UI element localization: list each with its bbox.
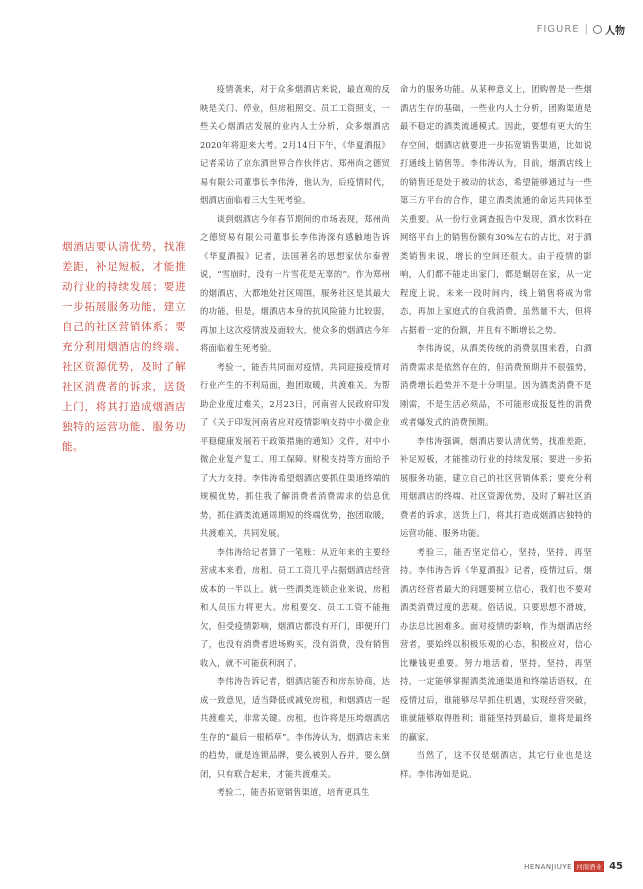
paragraph: 疫情袭来，对于众多烟酒店来说，最直观的反映是关门、停业，但房租照交、员工工资照支，一些关心烟酒店发展的业内人士分析，众多烟酒店2020年将迎来大考。2月14日下午，《华夏酒报》记者采访了京东酒世界合作伙伴店、郑州尚之德贸易有限公司董事长李伟涛，他认为，后疫情时代，烟酒店面临着三大生死考验。 <box>200 84 390 205</box>
circle-icon <box>593 25 602 34</box>
paragraph: 李伟涛强调，烟酒店要认清优势，找准差距，补足短板，才能推动行业的持续发展；要进一步拓展服务功能，建立自己的社区营销体系；要充分利用烟酒店的终端、社区资源优势，及时了解社区消费者的诉求，送货上门，将其打造成烟酒店独特的运营功能、服务功能。 <box>400 435 592 538</box>
paragraph: 考验三，能否坚定信心，坚持，坚持，再坚持。李伟涛告诉《华夏酒报》记者，疫情过后，烟酒店经营者最大的问题要树立信心，我们也不要对酒类消费过度的悲观。俗话说，只要思想不滑坡，办法总比困难多。面对疫情的影响，作为烟酒店经营者，要始终以积极乐观的心态，积极应对，信心比赚钱更重要。努力地活着，坚持，坚持，再坚持，一定能够掌握酒类流通渠道和终端话语权，在疫情过后，谁能够尽早抓住机遇，实现经营突破，谁就能够取得胜利；谁能坚持到最后，谁将是最终的赢家。 <box>400 546 592 742</box>
pull-quote: 烟酒店要认清优势，找准差距，补足短板，才能推动行业的持续发展；要进一步拓展服务功能，建立自己的社区营销体系；要充分利用烟酒店的终端、社区资源优势，及时了解社区消费者的诉求，送货上门，将其打造成烟酒店独特的运营功能、服务功能。 <box>62 241 186 453</box>
paragraph: 命力的服务功能。从某种意义上，团购曾是一些烟酒店生存的基础，一些业内人士分析，团购渠道是最不稳定的酒类流通模式。因此，要想有更大的生存空间，烟酒店就要进一步拓宽销售渠道，比如说打通线上销售等。李伟涛认为，目前，烟酒店线上的销售还是处于被动的状态，希望能够通过与一些第三方平台的合作，建立酒类流通的命运共同体至关重要。从一份行业调查报告中发现，酒水饮料在网络平台上的销售份额有30%左右的占比，对于酒类销售来说，增长的空间还很大。由于疫情的影响，人们都不能走出家门，都是蜗居在家，从一定程度上说，未来一段时间内，线上销售将成为常态，再加上家庭式的自我消费，虽然量不大，但将占据着一定的份额，并且有不断增长之势。 <box>400 84 592 335</box>
section-label-cn: 人物 <box>605 26 625 37</box>
paragraph: 考验一，能否共同面对疫情，共同迎接疫情对行业产生的不利局面，抱团取暖，共渡难关。为帮助企业度过难关，2月23日，河南省人民政府印发了《关于印发河南省应对疫情影响支持中小微企业平稳健康发展若干政策措施的通知》文件，对中小微企业复产复工、用工保障、财税支持等方面给予了大力支持。李伟涛希望烟酒店要抓住渠道终端的规模优势，抓住我了解消费者消费需求的信息优势，抓住酒类流通周期短的终端优势，抱团取暖，共渡难关，共同发展。 <box>200 361 390 538</box>
article-column-right <box>400 80 592 858</box>
page-footer <box>524 861 623 872</box>
paragraph: 李伟涛告诉记者，烟酒店能否和房东协商，达成一致意见，适当降低或减免房租，和烟酒店一起共渡难关，非常关键。房租，也许将是压垮烟酒店生存的“最后一根稻草”。李伟涛认为，烟酒店未来的趋势，就是连锁品牌，要么被别人吞并，要么倒闭，只有联合起来，才能共渡难关。 <box>200 676 390 779</box>
header-separator: | <box>584 24 588 35</box>
paragraph: 李伟涛给记者算了一笔账：从近年来的主要经营成本来看，房租、员工工资几乎占据烟酒店经营成本的一半以上。就一些酒类连锁企业来说，房租和人员压力将更大。房租要交、员工工资不能拖欠，但受疫情影响，烟酒店都没有开门，即便开门了，也没有消费者进场购买，没有消费，没有销售收入，就不可能获利润了。 <box>200 546 390 668</box>
paragraph: 李伟涛说，从酒类传统的消费氛围来看，白酒消费需求是依然存在的，但消费预期并不很强势，消费增长趋势并不是十分明显。因为酒类消费不是刚需，不是生活必须品，不可能形成报复性的消费或者爆发式的消费预期。 <box>400 343 592 427</box>
paragraph: 当然了，这不仅是烟酒店，其它行业也是这样。李伟涛如是说。 <box>400 750 592 779</box>
magazine-name-en: HENANJIUYE <box>524 862 573 871</box>
section-label-en: FIGURE <box>536 24 580 35</box>
paragraph: 谈到烟酒店今年春节期间的市场表现，郑州尚之德贸易有限公司董事长李伟涛深有感触地告诉《华夏酒报》记者，法国著名的思想家伏尔泰曾说，“雪崩时，没有一片雪花是无辜的”。作为郑州的烟酒店，大都地处社区周围，服务社区是其最大的功能，但是，烟酒店本身的抗风险能力比较弱，再加上这次疫情波及面较大，使众多的烟酒店今年将面临着生死考验。 <box>200 213 390 353</box>
article-column-middle <box>200 80 390 858</box>
page-number: 45 <box>609 861 623 872</box>
page-header <box>537 22 625 37</box>
magazine-name-cn: 河南酒业 <box>576 863 603 871</box>
paragraph: 考验二，能否拓宽销售渠道，培育更具生 <box>216 787 370 797</box>
